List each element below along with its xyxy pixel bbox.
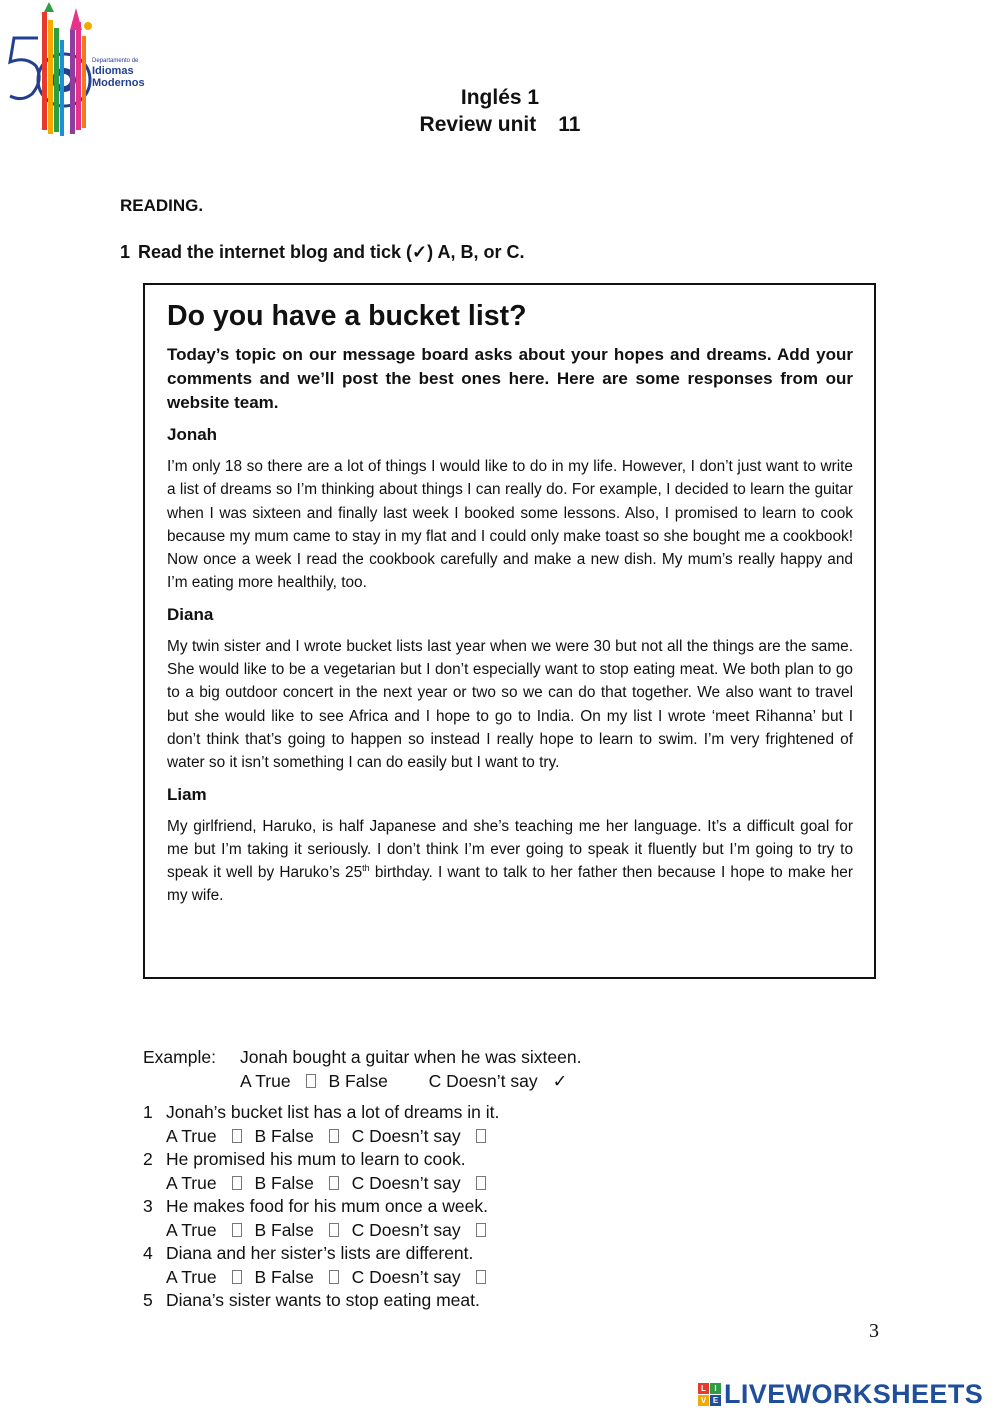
q4-checkbox-c[interactable] xyxy=(476,1270,486,1284)
option-a: A True xyxy=(166,1219,217,1240)
icon-letter-v: V xyxy=(698,1395,709,1406)
icon-letter-i: I xyxy=(710,1383,721,1394)
question-number: 5 xyxy=(143,1290,153,1310)
liveworksheets-wordmark: LIVEWORKSHEETS xyxy=(724,1379,984,1409)
liveworksheets-logo xyxy=(698,1381,983,1407)
post-text-liam-part2: birthday. I want to talk to her father then because I hope to make her my wife. xyxy=(167,864,853,905)
example-statement: Jonah bought a guitar when he was sixteen. xyxy=(240,1047,582,1067)
section-heading: READING. xyxy=(120,196,204,215)
questions-section xyxy=(143,1046,581,1313)
post-text-diana: My twin sister and I wrote bucket lists last year when we were 30 but not all the things are the same. She would like to be a vegetarian but I don’t especially want to stop eating meat. We both plan to go to a big outdoor concert in the next year or two so we can do that together. We also want to travel but she would like to see Africa and I hope to go to India. On my list I wrote ‘meet Rihanna’ but I don’t think that’s going to happen so instead I really hope to learn to swim. I’m very frightened of water so it isn’t something I can do easily but I want to try. xyxy=(167,637,853,772)
question-5 xyxy=(143,1289,581,1313)
question-text: He promised his mum to learn to cook. xyxy=(166,1149,466,1169)
option-a: A True xyxy=(166,1125,217,1146)
option-c: C Doesn’t say xyxy=(351,1266,461,1287)
blog-box xyxy=(143,283,876,979)
example-checkbox-a[interactable] xyxy=(306,1074,316,1088)
post-text-liam xyxy=(167,815,853,908)
post-author-jonah: Jonah xyxy=(167,425,218,444)
q2-checkbox-a[interactable] xyxy=(232,1176,242,1190)
page-title xyxy=(0,84,1000,138)
exercise-number: 1 xyxy=(120,242,131,262)
example-option-b: B False xyxy=(328,1070,388,1091)
q3-checkbox-a[interactable] xyxy=(232,1223,242,1237)
post-author-diana: Diana xyxy=(167,604,214,624)
option-a: A True xyxy=(166,1266,217,1287)
q1-checkbox-a[interactable] xyxy=(232,1129,242,1143)
option-b: B False xyxy=(254,1172,314,1193)
icon-letter-l: L xyxy=(698,1383,709,1394)
question-1 xyxy=(143,1101,581,1125)
example-option-c: C Doesn’t say xyxy=(428,1070,538,1091)
question-text: Diana and her sister’s lists are different. xyxy=(166,1243,474,1263)
unit-number: 11 xyxy=(558,113,581,136)
post-text-liam-part1: My girlfriend, Haruko, is half Japanese and she’s teaching me her language. It’s a difficult goal for me but I’m taking it seriously. I don’t think I’m ever going to speak it fluently but I’m going to try to speak it well by Haruko’s 25 xyxy=(167,817,853,882)
question-number: 4 xyxy=(143,1243,153,1263)
question-3 xyxy=(143,1195,581,1219)
question-4 xyxy=(143,1242,581,1266)
q3-checkbox-b[interactable] xyxy=(329,1223,339,1237)
question-4-options xyxy=(143,1266,581,1290)
question-number: 1 xyxy=(143,1102,153,1122)
liveworksheets-icon xyxy=(698,1383,721,1406)
logo-line-1: Departamento de xyxy=(92,58,139,64)
question-3-options xyxy=(143,1219,581,1243)
q1-checkbox-c[interactable] xyxy=(476,1129,486,1143)
question-text: He makes food for his mum once a week. xyxy=(166,1196,488,1216)
post-text-jonah: I’m only 18 so there are a lot of things I would like to do in my life. However, I don’t just want to write a list of dreams so I’m thinking about things I can really do. For example, I decided to learn the guitar when I was sixteen and finally last week I booked some lessons. Also, I promised to learn to cook because my mum came to stay in my flat and I could only make toast so she bought me a cookbook! Now once a week I read the cookbook carefully and make a new dish. My mum’s really happy and I’m eating more healthily, too. xyxy=(167,458,853,592)
instruction-text: Read the internet blog and tick (✓) A, B, or C. xyxy=(138,242,525,262)
option-b: B False xyxy=(254,1266,314,1287)
question-text: Jonah’s bucket list has a lot of dreams in it. xyxy=(166,1102,500,1122)
post-author-liam: Liam xyxy=(167,784,207,804)
question-1-options xyxy=(143,1125,581,1149)
example-row xyxy=(143,1046,581,1070)
option-b: B False xyxy=(254,1125,314,1146)
course-title: Inglés 1 xyxy=(460,86,540,109)
example-label: Example: xyxy=(143,1047,216,1067)
logo-line-2: Idiomas xyxy=(92,65,134,77)
q4-checkbox-a[interactable] xyxy=(232,1270,242,1284)
question-text: Diana’s sister wants to stop eating meat. xyxy=(166,1290,480,1310)
blog-title: Do you have a bucket list? xyxy=(167,300,527,332)
q2-checkbox-c[interactable] xyxy=(476,1176,486,1190)
option-c: C Doesn’t say xyxy=(351,1172,461,1193)
check-mark-icon: ✓ xyxy=(552,1070,568,1091)
page-number: 3 xyxy=(869,1320,879,1342)
example-option-a: A True xyxy=(240,1070,291,1091)
blog-intro: Today’s topic on our message board asks about your hopes and dreams. Add your comments and we’ll post the best ones here. Here are some responses from our website team. xyxy=(167,345,853,412)
example-options xyxy=(143,1070,581,1094)
exercise-instruction xyxy=(120,242,524,263)
option-b: B False xyxy=(254,1219,314,1240)
unit-label: Review unit xyxy=(419,113,537,136)
option-c: C Doesn’t say xyxy=(351,1125,461,1146)
q3-checkbox-c[interactable] xyxy=(476,1223,486,1237)
question-number: 3 xyxy=(143,1196,153,1216)
question-2-options xyxy=(143,1172,581,1196)
blog-content xyxy=(167,297,853,916)
q1-checkbox-b[interactable] xyxy=(329,1129,339,1143)
q4-checkbox-b[interactable] xyxy=(329,1270,339,1284)
question-2 xyxy=(143,1148,581,1172)
question-number: 2 xyxy=(143,1149,153,1169)
q2-checkbox-b[interactable] xyxy=(329,1176,339,1190)
icon-letter-e: E xyxy=(710,1395,721,1406)
ordinal-suffix: th xyxy=(362,863,370,874)
option-c: C Doesn’t say xyxy=(351,1219,461,1240)
unit-title xyxy=(0,111,1000,138)
option-a: A True xyxy=(166,1172,217,1193)
logo-line-3: Modernos xyxy=(92,77,145,89)
